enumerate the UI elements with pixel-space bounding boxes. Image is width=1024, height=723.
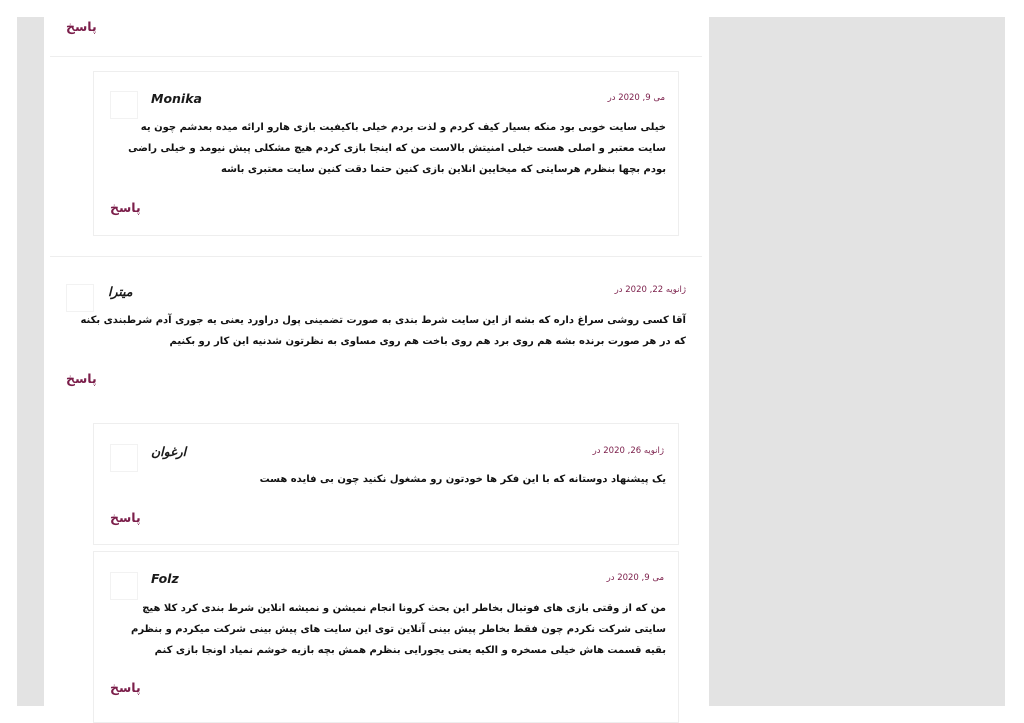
- comment-date[interactable]: ژانویه 22, 2020 در: [614, 285, 686, 295]
- divider: [50, 56, 702, 57]
- reply-link[interactable]: پاسخ: [110, 200, 141, 215]
- reply-link[interactable]: پاسخ: [110, 680, 141, 695]
- comment-text: من که از وقتی بازی های فوتبال بخاطر این بحث کرونا انجام نمیشن و نمیشه انلاین شرط بندی کرد کلا هیچ سایتی شرکت نکردم چون فقط بخاطر پیش بینی آنلاین توی این سایت های پیش بینی شرکت میکردم و بنظرم بقیه قسمت هاش خیلی مسخره و الکیه یعنی یجورایی بنظرم همش بچه بازیه خوشم نمیاد اونجا بازی کنم: [130, 603, 666, 656]
- page-gutter: [17, 17, 44, 706]
- comment-text: یک پیشنهاد دوستانه که با این فکر ها خودتون رو مشغول نکنید چون بی فایده هست: [259, 474, 666, 485]
- comment-date[interactable]: می 9, 2020 در: [606, 573, 664, 583]
- comment-date[interactable]: ژانویه 26, 2020 در: [592, 446, 664, 456]
- comment-text: آقا کسی روشی سراغ داره که بشه از این سایت شرط بندی به صورت تضمینی پول دراورد یعنی یه جوری آدم شرطبندی بکنه که در هر صورت برنده بشه هم روی برد هم روی باخت هم روی مساوی به نظرتون شدنیه این کار رو بکنیم: [80, 315, 686, 347]
- comment-card: [93, 423, 679, 545]
- comment-author: Folz: [151, 571, 179, 586]
- comment-author: میترا: [108, 284, 133, 299]
- avatar: [110, 91, 138, 119]
- reply-link[interactable]: پاسخ: [66, 19, 97, 34]
- sidebar: [709, 17, 1005, 706]
- avatar: [66, 284, 94, 312]
- avatar: [110, 572, 138, 600]
- comment-text: خیلی سایت خوبی بود منکه بسیار کیف کردم و لذت بردم خیلی باکیفیت بازی هارو ارائه میده بعدشم چون یه سایت معتبر و اصلی هست خیلی امنیتش بالاست من که اینجا بازی کردم هیچ مشکلی پیش نیومد و خیلی راضی بودم بچها بنظرم هرسایتی که میخایین انلاین بازی کنین حتما دقت کنین سایت معتبری باشه: [128, 122, 666, 175]
- divider: [50, 256, 702, 257]
- comment-author: Monika: [151, 91, 202, 106]
- reply-link[interactable]: پاسخ: [66, 371, 97, 386]
- comment-card: [93, 551, 679, 723]
- comment-author: ارغوان: [151, 444, 187, 459]
- reply-link[interactable]: پاسخ: [110, 510, 141, 525]
- avatar: [110, 444, 138, 472]
- comment-date[interactable]: می 9, 2020 در: [607, 93, 665, 103]
- comment-card: [93, 71, 679, 236]
